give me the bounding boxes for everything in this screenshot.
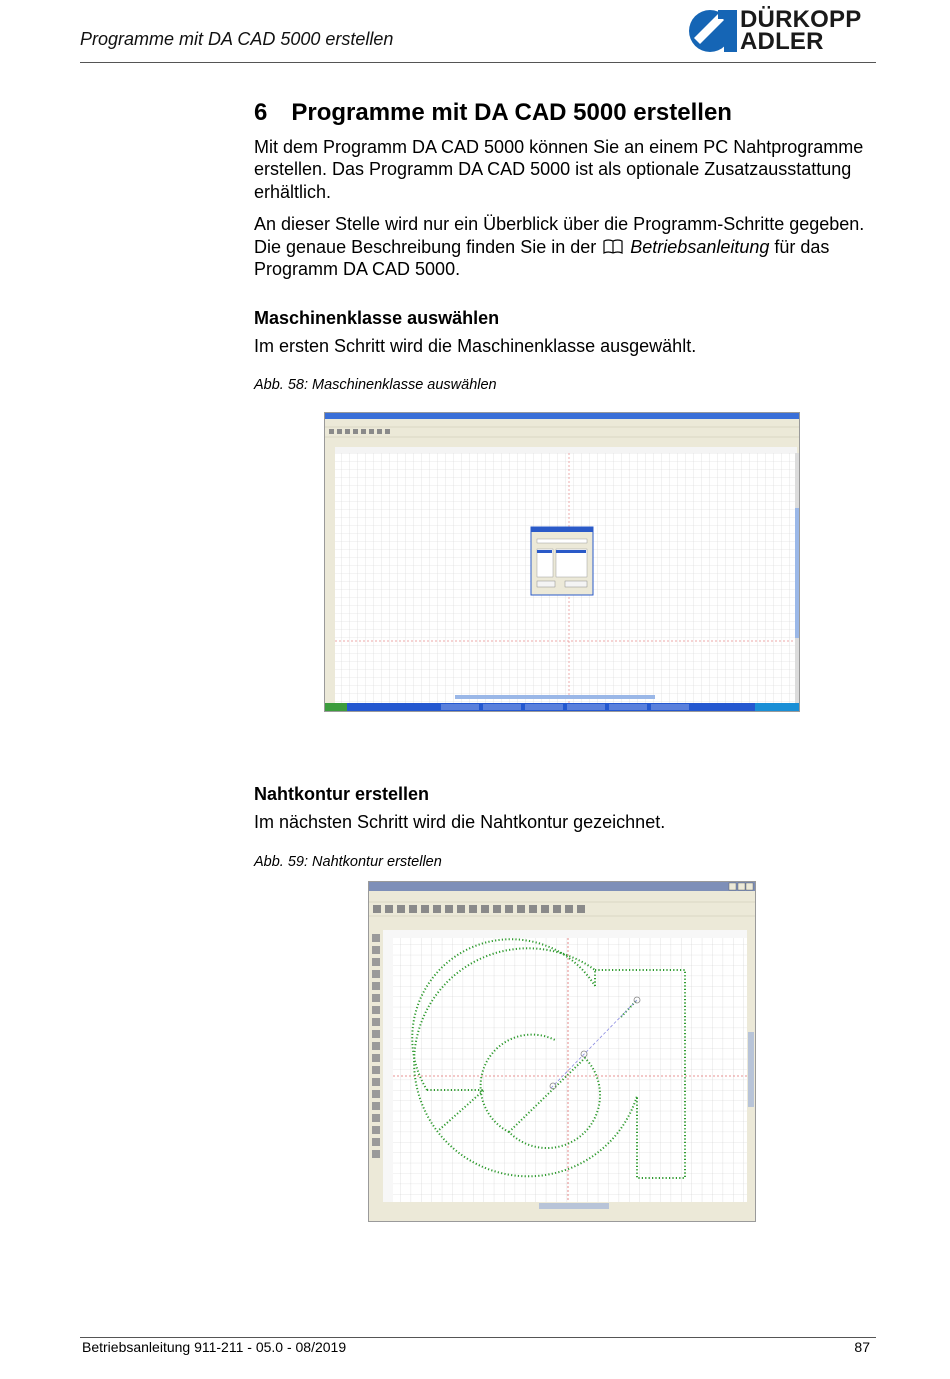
logo-text-line1: DÜRKOPP — [740, 6, 862, 33]
section-heading-machine-class: Maschinenklasse auswählen — [254, 307, 500, 328]
figure-59-screenshot — [368, 881, 756, 1222]
manual-reference-link[interactable]: Betriebsanleitung — [630, 236, 770, 257]
chapter-title: Programme mit DA CAD 5000 erstellen — [291, 99, 732, 126]
chapter-heading — [254, 96, 884, 130]
header-divider — [80, 62, 876, 63]
section-text-seam-contour: Im nächsten Schritt wird die Nahtkontur gezeichnet. — [254, 812, 666, 832]
book-icon — [603, 239, 623, 255]
footer-page-number: 87 — [854, 1339, 870, 1355]
page-header-title: Programme mit DA CAD 5000 erstellen — [80, 29, 394, 49]
footer-document-id: Betriebsanleitung 911-211 - 05.0 - 08/2019 — [82, 1339, 347, 1355]
section-heading-seam-contour: Nahtkontur erstellen — [254, 784, 430, 804]
logo-mark-icon — [688, 8, 738, 54]
section-text-machine-class: Im ersten Schritt wird die Maschinenklasse ausgewählt. — [254, 335, 697, 356]
intro-paragraph-2 — [254, 213, 884, 281]
figure-58-screenshot — [324, 412, 800, 712]
duerkopp-adler-logo — [688, 8, 873, 54]
footer-divider — [80, 1337, 876, 1338]
figure-caption-59: Abb. 59: Nahtkontur erstellen — [254, 853, 442, 870]
intro-p2-text: An dieser Stelle wird nur ein Überblick über die Programm-Schritte gegeben. Die genaue Beschreibung finden Sie in der — [254, 214, 865, 257]
figure-caption-58: Abb. 58: Maschinenklasse auswählen — [254, 377, 497, 394]
intro-p2-text-end: für das Programm DA CAD 5000. — [254, 236, 830, 280]
logo-text-line2: ADLER — [740, 28, 824, 55]
chapter-number: 6 — [254, 99, 268, 126]
main-content-section2 — [254, 783, 884, 870]
main-content — [254, 96, 884, 393]
intro-paragraph-1: Mit dem Programm DA CAD 5000 können Sie an einem PC Nahtprogramme erstellen. Das Programm DA CAD 5000 ist als optionale Zusatzausstattung erhältlich. — [254, 136, 864, 202]
